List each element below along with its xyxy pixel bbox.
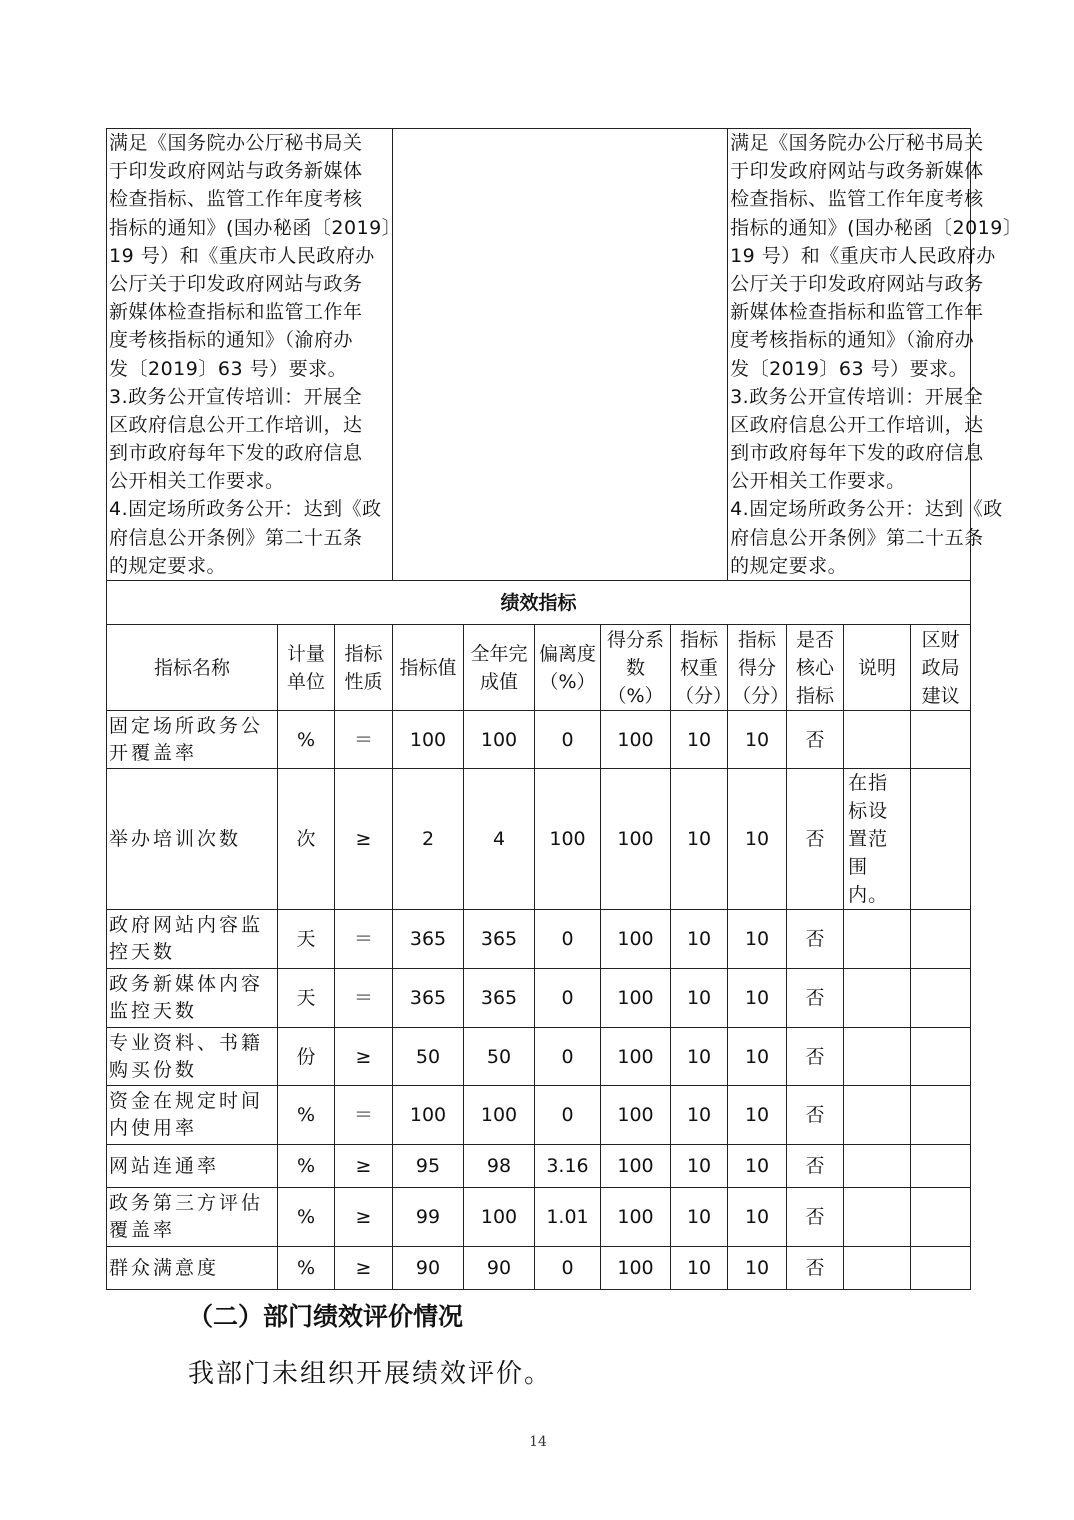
unit-cell: % xyxy=(278,1145,335,1188)
column-header: 全年完成值 xyxy=(464,625,535,711)
deviation-cell: 0 xyxy=(535,969,601,1028)
nature-cell: ≥ xyxy=(335,1188,393,1247)
target-value-cell: 100 xyxy=(393,711,464,769)
text-line: 府信息公开条例》第二十五条 xyxy=(730,526,984,549)
indicator-name-cell: 专业资料、书籍购买份数 xyxy=(107,1028,278,1086)
column-header: 是否核心指标 xyxy=(787,625,844,711)
unit-cell: % xyxy=(278,1247,335,1290)
column-header: 计量单位 xyxy=(278,625,335,711)
score-coefficient-cell: 100 xyxy=(601,769,671,910)
text-line: 新媒体检查指标和监管工作年 xyxy=(109,301,363,324)
page-body xyxy=(106,128,1023,1452)
nature-cell: ＝ xyxy=(335,711,393,769)
score-cell: 10 xyxy=(728,969,787,1028)
text-line: 指标的通知》(国办秘函〔2019〕 xyxy=(109,216,402,239)
table-row xyxy=(107,1086,971,1145)
target-value-cell: 365 xyxy=(393,910,464,969)
actual-value-cell: 98 xyxy=(464,1145,535,1188)
table-title: 绩效指标 xyxy=(107,581,971,625)
nature-cell: ＝ xyxy=(335,969,393,1028)
score-cell: 10 xyxy=(728,711,787,769)
text-line: 到市政府每年下发的政府信息 xyxy=(730,442,984,465)
deviation-cell: 0 xyxy=(535,711,601,769)
text-line: 19 号）和《重庆市人民政府办 xyxy=(730,244,996,267)
score-cell: 10 xyxy=(728,1028,787,1086)
indicator-name-cell: 群众满意度 xyxy=(107,1247,278,1290)
deviation-cell: 0 xyxy=(535,1086,601,1145)
is-core-cell: 否 xyxy=(787,1086,844,1145)
body-paragraph: 我部门未组织开展绩效评价。 xyxy=(188,1359,553,1389)
deviation-cell: 100 xyxy=(535,769,601,910)
weight-cell: 10 xyxy=(671,969,728,1028)
target-value-cell: 90 xyxy=(393,1247,464,1290)
unit-cell: % xyxy=(278,1086,335,1145)
text-line: 检查指标、监管工作年度考核 xyxy=(730,188,984,211)
actual-value-cell: 4 xyxy=(464,769,535,910)
target-value-cell: 95 xyxy=(393,1145,464,1188)
weight-cell: 10 xyxy=(671,1028,728,1086)
note-cell xyxy=(844,910,911,969)
page-number: 14 xyxy=(529,1434,547,1450)
column-header: 指标值 xyxy=(393,625,464,711)
text-line: 4.固定场所政务公开：达到《政 xyxy=(730,498,1003,521)
indicator-name-cell: 网站连通率 xyxy=(107,1145,278,1188)
actual-value-cell: 100 xyxy=(464,711,535,769)
actual-value-cell: 365 xyxy=(464,910,535,969)
is-core-cell: 否 xyxy=(787,910,844,969)
is-core-cell: 否 xyxy=(787,711,844,769)
nature-cell: ＝ xyxy=(335,1086,393,1145)
finance-suggestion-cell xyxy=(911,1028,971,1086)
nature-cell: ≥ xyxy=(335,769,393,910)
text-line: 检查指标、监管工作年度考核 xyxy=(109,188,363,211)
score-coefficient-cell: 100 xyxy=(601,1145,671,1188)
score-coefficient-cell: 100 xyxy=(601,711,671,769)
nature-cell: ≥ xyxy=(335,1145,393,1188)
is-core-cell: 否 xyxy=(787,969,844,1028)
indicator-name-cell: 资金在规定时间内使用率 xyxy=(107,1086,278,1145)
weight-cell: 10 xyxy=(671,769,728,910)
weight-cell: 10 xyxy=(671,711,728,769)
text-line: 度考核指标的通知》（渝府办 xyxy=(730,329,975,352)
column-header: 指标得分（分） xyxy=(728,625,787,711)
table-row xyxy=(107,769,971,910)
deviation-cell: 0 xyxy=(535,910,601,969)
weight-cell: 10 xyxy=(671,1247,728,1290)
target-text-right xyxy=(728,129,1023,581)
score-cell: 10 xyxy=(728,1247,787,1290)
blank-cell xyxy=(393,129,728,581)
unit-cell: 天 xyxy=(278,910,335,969)
weight-cell: 10 xyxy=(671,1145,728,1188)
table-row xyxy=(107,1188,971,1247)
finance-suggestion-cell xyxy=(911,1247,971,1290)
is-core-cell: 否 xyxy=(787,1247,844,1290)
column-header: 说明 xyxy=(844,625,911,711)
indicator-name-cell: 政务新媒体内容监控天数 xyxy=(107,969,278,1028)
score-coefficient-cell: 100 xyxy=(601,1188,671,1247)
deviation-cell: 3.16 xyxy=(535,1145,601,1188)
indicator-name-cell: 政务第三方评估覆盖率 xyxy=(107,1188,278,1247)
text-line: 公开相关工作要求。 xyxy=(730,470,906,493)
table-row xyxy=(107,969,971,1028)
score-coefficient-cell: 100 xyxy=(601,910,671,969)
unit-cell: % xyxy=(278,1188,335,1247)
text-line: 区政府信息公开工作培训，达 xyxy=(730,413,984,436)
column-header: 得分系数（%） xyxy=(601,625,671,711)
unit-cell: 份 xyxy=(278,1028,335,1086)
actual-value-cell: 100 xyxy=(464,1188,535,1247)
note-cell: 在指标设置范围内。 xyxy=(844,769,911,910)
table-row xyxy=(107,711,971,769)
table-row xyxy=(107,1145,971,1188)
deviation-cell: 0 xyxy=(535,1028,601,1086)
nature-cell: ≥ xyxy=(335,1028,393,1086)
note-cell xyxy=(844,1086,911,1145)
deviation-cell: 0 xyxy=(535,1247,601,1290)
column-header: 指标名称 xyxy=(107,625,278,711)
column-header: 区财政局建议 xyxy=(911,625,971,711)
finance-suggestion-cell xyxy=(911,1086,971,1145)
text-line: 4.固定场所政务公开：达到《政 xyxy=(109,498,382,521)
score-cell: 10 xyxy=(728,1188,787,1247)
header-row xyxy=(107,625,971,711)
table-row xyxy=(107,1247,971,1290)
actual-value-cell: 90 xyxy=(464,1247,535,1290)
text-line: 新媒体检查指标和监管工作年 xyxy=(730,301,984,324)
note-cell xyxy=(844,1028,911,1086)
score-cell: 10 xyxy=(728,769,787,910)
score-coefficient-cell: 100 xyxy=(601,969,671,1028)
finance-suggestion-cell xyxy=(911,1188,971,1247)
text-line: 19 号）和《重庆市人民政府办 xyxy=(109,244,375,267)
column-header: 偏离度（%） xyxy=(535,625,601,711)
text-line: 区政府信息公开工作培训，达 xyxy=(109,413,363,436)
note-cell xyxy=(844,1188,911,1247)
indicator-name-cell: 政府网站内容监控天数 xyxy=(107,910,278,969)
note-cell xyxy=(844,969,911,1028)
text-line: 满足《国务院办公厅秘书局关 xyxy=(730,132,984,154)
note-cell xyxy=(844,1247,911,1290)
text-line: 发〔2019〕63 号）要求。 xyxy=(109,357,348,380)
unit-cell: % xyxy=(278,711,335,769)
column-header: 指标权重（分） xyxy=(671,625,728,711)
section-heading: （二）部门绩效评价情况 xyxy=(188,1302,464,1331)
text-line: 3.政务公开宣传培训：开展全 xyxy=(109,385,363,408)
text-line: 公厅关于印发政府网站与政务 xyxy=(109,272,363,295)
score-cell: 10 xyxy=(728,1145,787,1188)
target-value-cell: 2 xyxy=(393,769,464,910)
performance-table xyxy=(106,128,1023,1290)
text-line: 度考核指标的通知》（渝府办 xyxy=(109,329,354,352)
score-cell: 10 xyxy=(728,910,787,969)
nature-cell: ≥ xyxy=(335,1247,393,1290)
text-line: 指标的通知》(国办秘函〔2019〕 xyxy=(730,216,1023,239)
actual-value-cell: 100 xyxy=(464,1086,535,1145)
table-row xyxy=(107,910,971,969)
is-core-cell: 否 xyxy=(787,769,844,910)
unit-cell: 次 xyxy=(278,769,335,910)
text-line: 公厅关于印发政府网站与政务 xyxy=(730,272,984,295)
weight-cell: 10 xyxy=(671,910,728,969)
text-line: 到市政府每年下发的政府信息 xyxy=(109,442,363,465)
note-cell xyxy=(844,1145,911,1188)
finance-suggestion-cell xyxy=(911,1145,971,1188)
target-value-cell: 100 xyxy=(393,1086,464,1145)
is-core-cell: 否 xyxy=(787,1028,844,1086)
table-row xyxy=(107,1028,971,1086)
text-line: 公开相关工作要求。 xyxy=(109,470,285,493)
deviation-cell: 1.01 xyxy=(535,1188,601,1247)
actual-value-cell: 365 xyxy=(464,969,535,1028)
text-line: 府信息公开条例》第二十五条 xyxy=(109,526,363,549)
score-coefficient-cell: 100 xyxy=(601,1086,671,1145)
actual-value-cell: 50 xyxy=(464,1028,535,1086)
finance-suggestion-cell xyxy=(911,769,971,910)
weight-cell: 10 xyxy=(671,1086,728,1145)
target-text-left xyxy=(107,129,402,581)
text-line: 于印发政府网站与政务新媒体 xyxy=(109,160,363,183)
nature-cell: ＝ xyxy=(335,910,393,969)
is-core-cell: 否 xyxy=(787,1145,844,1188)
text-line: 的规定要求。 xyxy=(730,554,848,577)
column-header: 指标性质 xyxy=(335,625,393,711)
target-value-cell: 50 xyxy=(393,1028,464,1086)
score-coefficient-cell: 100 xyxy=(601,1247,671,1290)
text-line: 于印发政府网站与政务新媒体 xyxy=(730,160,984,183)
indicator-name-cell: 举办培训次数 xyxy=(107,769,278,910)
finance-suggestion-cell xyxy=(911,969,971,1028)
unit-cell: 天 xyxy=(278,969,335,1028)
finance-suggestion-cell xyxy=(911,910,971,969)
target-value-cell: 99 xyxy=(393,1188,464,1247)
text-line: 3.政务公开宣传培训：开展全 xyxy=(730,385,984,408)
text-line: 满足《国务院办公厅秘书局关 xyxy=(109,132,363,154)
text-line: 的规定要求。 xyxy=(109,554,227,577)
target-value-cell: 365 xyxy=(393,969,464,1028)
indicator-name-cell: 固定场所政务公开覆盖率 xyxy=(107,711,278,769)
score-cell: 10 xyxy=(728,1086,787,1145)
finance-suggestion-cell xyxy=(911,711,971,769)
note-cell xyxy=(844,711,911,769)
is-core-cell: 否 xyxy=(787,1188,844,1247)
weight-cell: 10 xyxy=(671,1188,728,1247)
score-coefficient-cell: 100 xyxy=(601,1028,671,1086)
text-line: 发〔2019〕63 号）要求。 xyxy=(730,357,969,380)
